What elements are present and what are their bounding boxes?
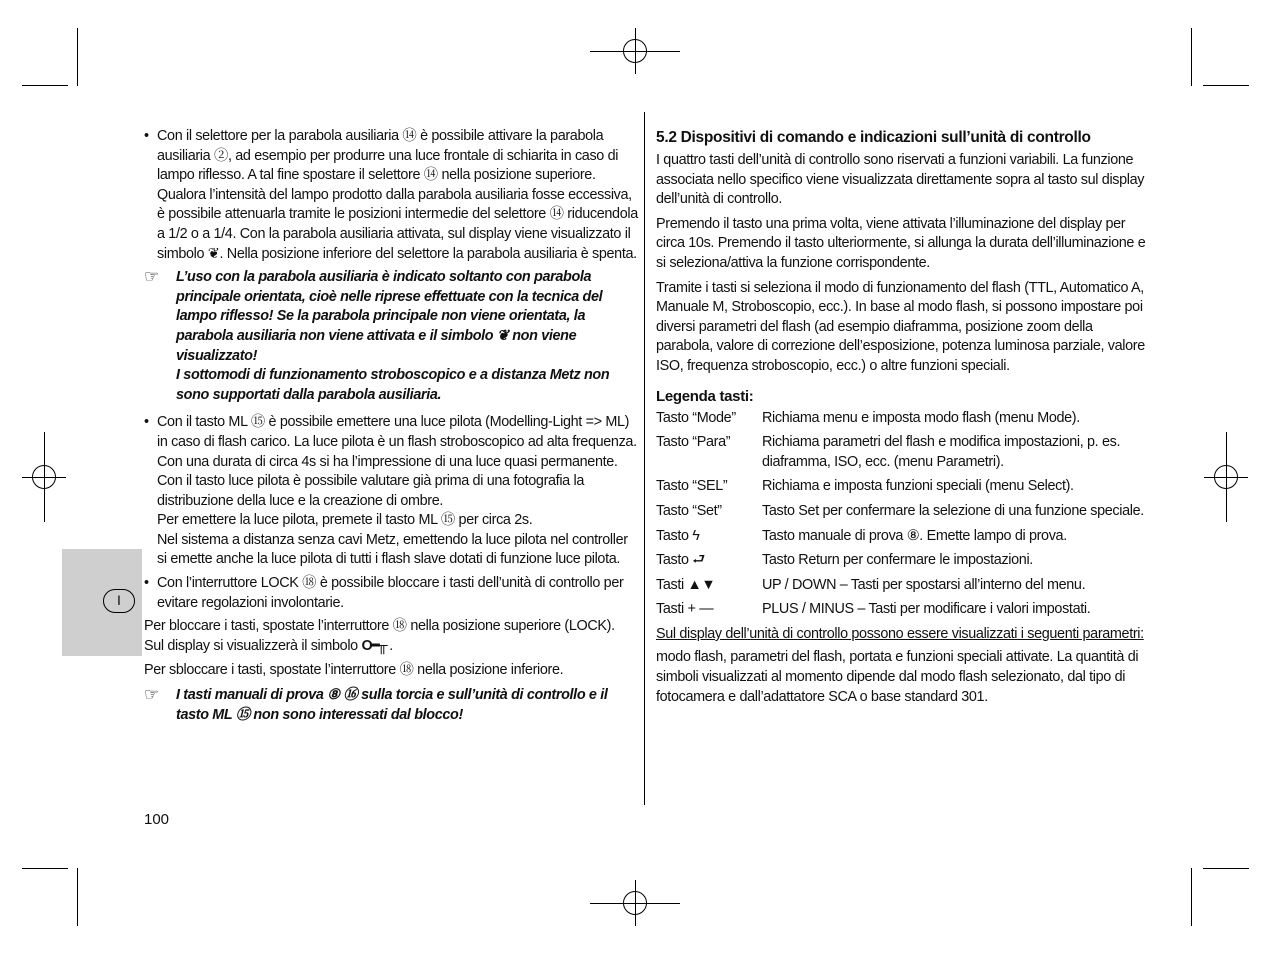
crop-mark — [77, 28, 78, 86]
crop-mark — [22, 85, 68, 86]
crop-mark — [22, 868, 68, 869]
key-description: Richiama parametri del flash e modifica impostazioni, p. es. diaframma, ISO, ecc. (menu Parametri). — [762, 434, 1121, 470]
crop-mark — [1191, 28, 1192, 86]
paragraph: I quattro tasti dell’unità di controllo sono riservati a funzioni variabili. La funzione associata nello specifico viene visualizzata direttamente sopra al tasto sul display dell’unità di controllo. — [656, 152, 1145, 208]
table-row — [656, 576, 1148, 596]
registration-mark — [1226, 432, 1227, 522]
paragraph: modo flash, parametri del flash, portata e funzioni speciali attivate. La quantità di simboli visualizzati al momento dipende dal modo flash selezionato, dal tipo di fotocamera e dall’adattatore SCA o base standard 301. — [656, 649, 1139, 705]
note — [144, 686, 638, 725]
paragraph: Con il tasto ML ⑮ è possibile emettere una luce pilota (Modelling-Light => ML) in caso di flash carico. La luce pilota è un flash stroboscopico ad alta frequenza. Con una durata di circa 4s si ha l’impressione di una luce quasi permanente. Con il tasto luce pilota è possibile valutare già prima di una fotografia la distribuzione della luce e la creazione di ombre. — [157, 414, 637, 509]
key-label: Tasto ϟ — [656, 527, 700, 544]
section-heading: 5.2 Dispositivi di comando e indicazioni sull’unità di controllo — [656, 129, 1091, 146]
registration-mark — [44, 432, 45, 522]
language-tab-label: I — [103, 589, 135, 613]
crop-mark — [1191, 868, 1192, 926]
right-column — [656, 127, 1148, 712]
paragraph: Tramite i tasti si seleziona il modo di funzionamento del flash (TTL, Automatico A, Manuale M, Stroboscopio, ecc.). In base al modo flash, si possono impostare poi diversi parametri del flash (ad esempio diaframma, posizione zoom della parabola, valore di correzione dell’esposizione, potenza luminosa parziale, valore ISO, frequenza stroboscopio, ecc.) o altre funzioni speciali. — [656, 279, 1145, 374]
crop-mark — [1203, 85, 1249, 86]
lock-text: Per bloccare i tasti, spostate l’interruttore ⑱ nella posizione superiore (LOCK). Sul display si visualizzerà il simbolo — [144, 618, 615, 654]
key-label: Tasto ⮐ — [656, 552, 705, 569]
paragraph: Per sbloccare i tasti, spostate l’interruttore ⑱ nella posizione inferiore. — [144, 662, 564, 679]
table-row — [656, 502, 1148, 522]
table-row — [656, 551, 1148, 571]
key-label: Tasti + — — [656, 601, 714, 618]
key-description: Richiama menu e imposta modo flash (menu Mode). — [762, 409, 1080, 426]
key-description: Richiama e imposta funzioni speciali (menu Select). — [762, 478, 1074, 495]
underlined-heading: Sul display dell’unità di controllo possono essere visualizzati i seguenti parametri: — [656, 625, 1144, 642]
bullet-icon: • — [144, 414, 149, 431]
key-label: Tasto “SEL” — [656, 478, 728, 495]
note — [144, 268, 638, 405]
table-row — [656, 600, 1148, 620]
paragraph: Con il selettore per la parabola ausiliaria ⑭ è possibile attivare la parabola ausiliaria ②, ad esempio per produrre una luce frontale di schiarita in caso di lampo riflesso. A tal fine spostare il selettore ⑭ nella posizione superiore. Qualora l’intensità del lampo prodotto dalla parabola ausiliaria fosse eccessiva, è possibile attenuarla tramite le posizioni intermedie del selettore ⑭ riducendola a 1/2 o a 1/4. Con la parabola ausiliaria attivata, sul display viene visualizzato il simbolo ❦. Nella posizione inferiore del selettore la parabola ausiliaria è spenta. — [157, 128, 638, 262]
table-row — [656, 527, 1148, 547]
registration-mark — [635, 28, 636, 74]
key-description: Tasto Return per confermare le impostazioni. — [762, 552, 1033, 569]
column-divider — [644, 112, 645, 805]
list-item — [144, 574, 638, 613]
left-column — [144, 127, 638, 731]
key-description: Tasto manuale di prova ⑧. Emette lampo di prova. — [762, 527, 1067, 544]
table-row — [656, 409, 1148, 429]
registration-mark — [635, 880, 636, 926]
table-row — [656, 433, 1148, 472]
paragraph: Premendo il tasto una prima volta, viene attivata l’illuminazione del display per circa 10s. Premendo il tasto ulteriormente, si allunga la durata dell’illuminazione e si seleziona/attiva la funzione corrispondente. — [656, 215, 1146, 271]
paragraph: Per bloccare i tasti, spostate l’interruttore ⑱ nella posizione superiore (LOCK). Sul display si visualizzerà il simbolo O━╥ . — [144, 618, 615, 654]
legend-heading: Legenda tasti: — [656, 387, 754, 405]
key-description: PLUS / MINUS – Tasti per modificare i valori impostati. — [762, 601, 1091, 618]
key-label: Tasto “Set” — [656, 502, 722, 519]
paragraph: Per emettere la luce pilota, premete il tasto ML ⑮ per circa 2s. — [157, 512, 533, 529]
key-label: Tasto “Mode” — [656, 409, 736, 426]
table-row — [656, 477, 1148, 497]
bullet-icon: • — [144, 575, 149, 592]
key-label: Tasti ▲▼ — [656, 576, 716, 593]
key-label: Tasto “Para” — [656, 434, 731, 451]
key-description: UP / DOWN – Tasti per spostarsi all’interno del menu. — [762, 576, 1086, 593]
key-legend — [656, 409, 1148, 620]
bullet-icon: • — [144, 128, 149, 144]
crop-mark — [1203, 868, 1249, 869]
key-icon: O━╥ — [361, 637, 386, 654]
pointing-hand-icon: ☞ — [144, 267, 159, 287]
note-text: I sottomodi di funzionamento stroboscopico e a distanza Metz non sono supportati dalla parabola ausiliaria. — [176, 367, 610, 403]
list-item — [144, 413, 638, 570]
note-text: I tasti manuali di prova ⑧ ⑯ sulla torcia e sull’unità di controllo e il tasto ML ⑮ non sono interessati dal blocco! — [176, 687, 608, 723]
note-text: L’uso con la parabola ausiliaria è indicato soltanto con parabola principale orientata, cioè nelle riprese effettuate con la tecnica del lampo riflesso! Se la parabola principale non viene orientata, la parabola ausiliaria non viene attivata e il simbolo ❦ non viene visualizzato! — [176, 269, 603, 364]
paragraph: Nel sistema a distanza senza cavi Metz, emettendo la luce pilota nel controller si emette anche la luce pilota di tutti i flash slave dotati di funzione luce pilota. — [157, 531, 628, 568]
page-number: 100 — [144, 811, 170, 828]
list-item — [144, 127, 638, 264]
crop-mark — [77, 868, 78, 926]
paragraph: Con l’interruttore LOCK ⑱ è possibile bloccare i tasti dell’unità di controllo per evitare regolazioni involontarie. — [157, 575, 624, 611]
key-description: Tasto Set per confermare la selezione di una funzione speciale. — [762, 502, 1144, 519]
pointing-hand-icon: ☞ — [144, 685, 159, 705]
